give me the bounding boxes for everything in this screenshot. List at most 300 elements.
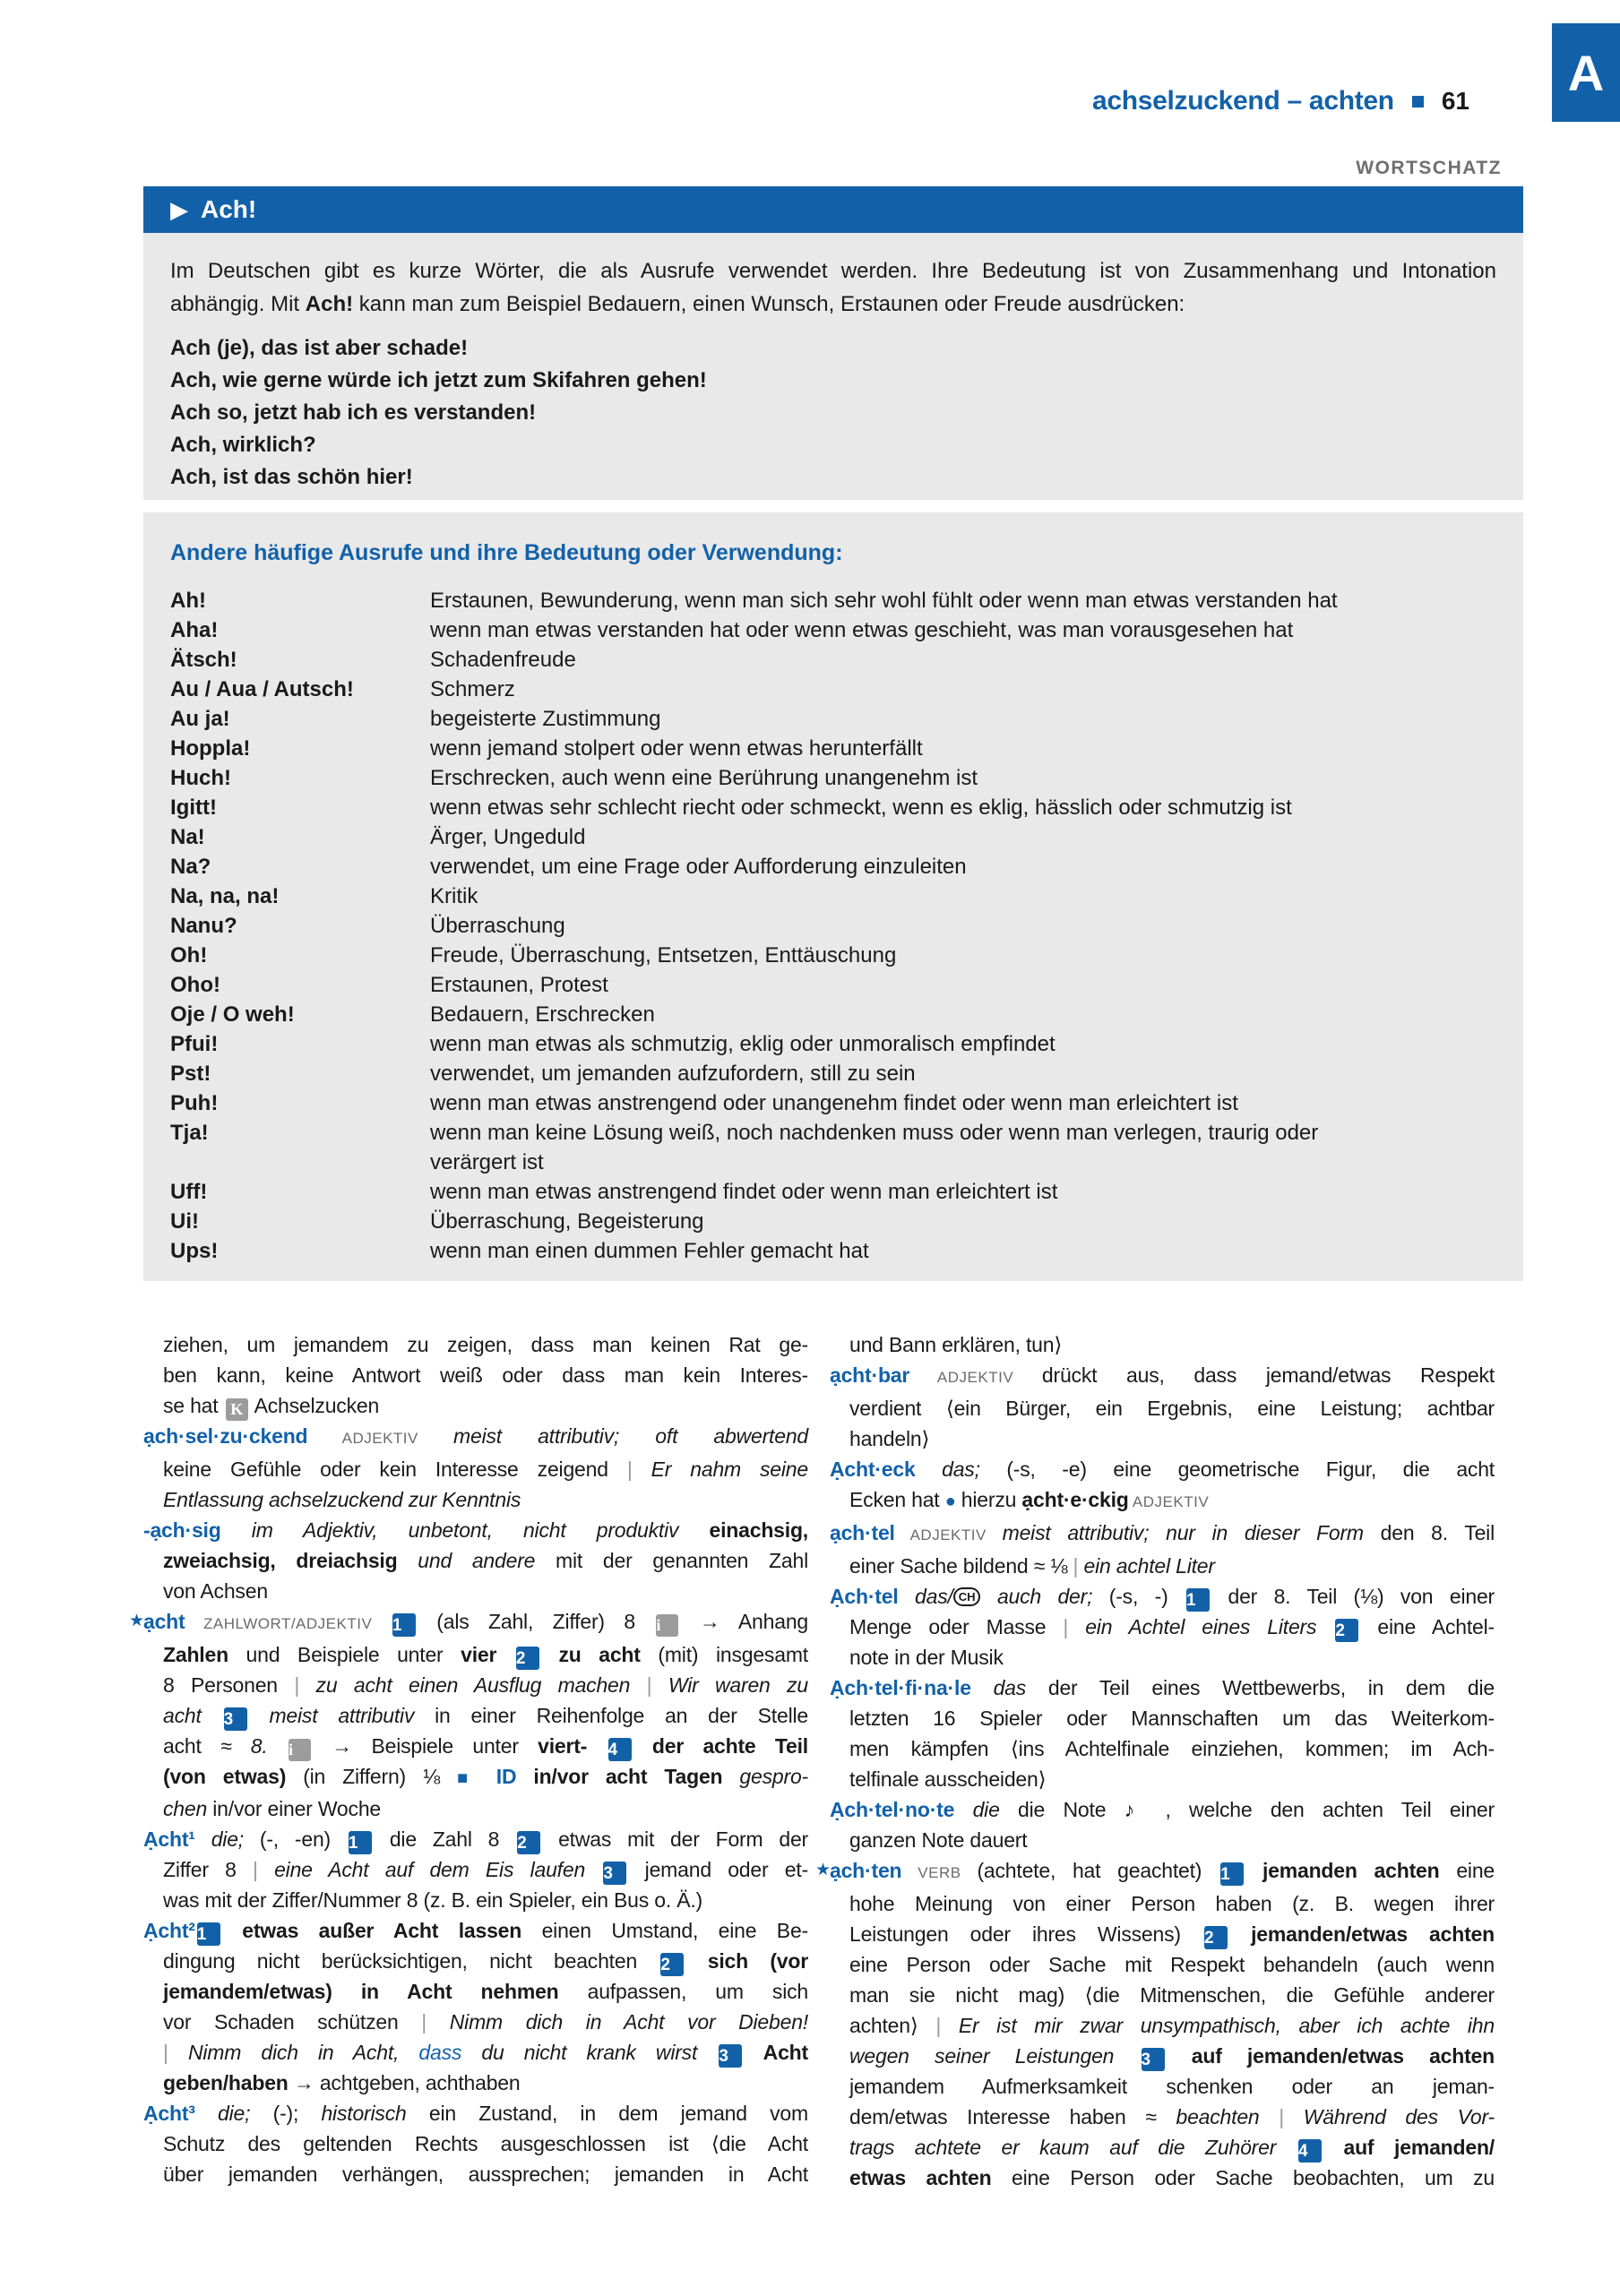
dictionary-columns [129,1329,1495,2193]
text: von Achsen [163,1579,268,1603]
example-sentence: Ach, ist das schön hier! [170,465,413,489]
italic-text: eine Acht auf dem Eis laufen [257,1858,602,1881]
tab-letter: A [1567,44,1605,101]
sense-number-badge: 1 [1186,1588,1210,1612]
word-class-label: VERB [901,1864,978,1881]
outburst-description: Überraschung [430,914,565,938]
text: letzten 16 Spieler oder Mannschaften um das Weiterkom- [849,1707,1495,1730]
outburst-row [170,1059,1496,1088]
wortschatz-label: WORTSCHATZ [1356,158,1502,178]
dictionary-entry [143,1824,808,1915]
sense-number-badge: 2 [1335,1619,1358,1642]
text-line [830,1888,1495,1919]
text-line [830,1612,1495,1642]
outburst-description: wenn man etwas verstanden hat oder wenn etwas geschieht, was man vorausgesehen hat [430,618,1294,642]
outburst-row [170,852,1496,881]
outburst-row [170,1029,1496,1059]
outburst-term: Aha! [170,618,219,642]
outburst-description: begeisterte Zustimmung [430,707,661,731]
italic-text: die; [194,2102,273,2125]
text: (als Zahl, Ziffer) 8 [417,1610,655,1633]
text-line [143,1329,808,1360]
bold-text: der achte Teil [633,1734,808,1758]
sense-number-badge: 2 [516,1647,539,1670]
outburst-term: Oh! [170,943,208,967]
text-line [143,1946,808,1976]
text: Ecken hat [849,1488,945,1511]
outburst-row [170,970,1496,1000]
text-line [830,1733,1495,1764]
italic-text: das [970,1676,1048,1699]
text: und Beispiele unter [246,1643,461,1666]
bold-text: Acht [744,2041,808,2064]
outburst-term: Oje / O weh! [170,1002,295,1027]
separator: | [626,1458,633,1481]
bold-text: (von etwas) [163,1765,304,1788]
text: und Bann erklären, tun⟩ [849,1333,1063,1356]
bold-text: jemandem/etwas) in Acht nehmen [163,1980,588,2003]
example-sentence: Ach, wie gerne würde ich jetzt zum Skifahren gehen! [170,368,707,392]
italic-text: zu acht einen Ausflug machen [299,1673,647,1697]
dictionary-entry [129,1606,809,1824]
text-line [830,2010,1495,2041]
separator: | [1073,1554,1079,1578]
text: hohe Meinung von einer Person haben (z. B. wegen ihrer [849,1892,1495,1915]
text-line [143,1515,808,1545]
kompositum-icon: K [226,1398,248,1421]
outburst-term: Uff! [170,1180,208,1204]
separator: | [163,2041,188,2064]
text: → Beispiele unter [312,1734,539,1758]
bold-text: ạcht·e·ckig [1021,1488,1129,1511]
headword: ạch·tel [830,1521,895,1544]
text-line [143,1793,808,1824]
text: die Note ♪ , welche den achten Teil einer [1018,1798,1495,1821]
outburst-description: verwendet, um jemanden aufzufordern, still zu sein [430,1062,916,1086]
text-line [830,1703,1495,1733]
separator: | [253,1858,258,1881]
text: (mit) insgesamt [658,1643,808,1666]
dictionary-entry [143,1515,808,1606]
text-line [830,2163,1495,2193]
text-line [143,1390,808,1421]
text: dem/etwas Interesse haben ≈ [849,2105,1176,2128]
italic-text: acht [163,1704,222,1727]
outburst-term: Ätsch! [170,648,237,672]
text: etwas mit der Form der [542,1827,809,1851]
text: der Teil eines Wettbewerbs, in dem die [1047,1676,1495,1699]
bold-text: Ach! [305,292,354,316]
outburst-row [170,1000,1496,1029]
text: → Anhang [680,1610,809,1633]
text: eine Person oder Sache beobachten, um zu [1011,2166,1495,2189]
outburst-term: Ah! [170,589,206,613]
italic-text: Nimm dich in Acht vor Dieben! [427,2010,808,2034]
outburst-term: Au ja! [170,707,230,731]
outburst-term: Pfui! [170,1032,219,1056]
text-line [143,2159,808,2189]
outburst-term: Ui! [170,1209,199,1234]
outburst-row [170,1118,1496,1177]
italic-text: das/ [898,1585,953,1608]
star-icon: ★ [129,1612,144,1630]
italic-text: die; [194,1827,260,1851]
italic-text: meist attributiv; nur in dieser Form [1002,1521,1381,1544]
text-line [830,1673,1495,1703]
italic-text: gespro- [739,1765,808,1788]
outbursts-heading: Andere häufige Ausrufe und ihre Bedeutung oder Verwendung: [170,540,843,565]
text-line [815,1855,1495,1888]
outburst-description: wenn man etwas anstrengend findet oder wenn man erleichtert ist [430,1180,1058,1204]
text-line [830,1825,1495,1855]
text: ganzen Note dauert [849,1828,1028,1852]
text-line [143,1670,808,1700]
text: ben kann, keine Antwort weiß oder dass man kein Interes- [163,1363,808,1387]
page-number: 61 [1441,87,1469,115]
text: (in Ziffern) ⅛ [303,1765,458,1788]
text: Achselzucken [249,1394,380,1417]
text-line [143,2007,808,2037]
text: Schutz des geltenden Rechts ausgeschlossen ist ⟨die Acht [163,2132,808,2155]
text-line [143,1976,808,2007]
dictionary-entry [830,1673,1495,1794]
text: man sie nicht mag) ⟨die Mitmenschen, die Gefühle anderer [849,1983,1495,2007]
text-line [830,1581,1495,1612]
outburst-description: verwendet, um eine Frage oder Aufforderung einzuleiten [430,855,967,879]
text-line [830,2071,1495,2102]
bullet-square-icon [1412,96,1424,107]
info-icon: i [289,1739,311,1761]
outburst-description: Freude, Überraschung, Entsetzen, Enttäuschung [430,943,897,967]
text: eine Person oder Sache mit Respekt behandeln (auch wenn [849,1953,1495,1976]
text: hierzu [955,1488,1022,1511]
info-icon: i [656,1614,678,1637]
headword: ạcht [143,1610,185,1633]
dictionary-entry [143,1329,808,1421]
text-line [830,2041,1495,2071]
example-sentence: Ach, wirklich? [170,433,316,457]
play-triangle-icon: ▶ [170,196,188,223]
infobox-title-bar [143,186,1523,233]
text: handeln⟩ [849,1427,930,1450]
text: se hat [163,1394,224,1417]
outburst-description: wenn man keine Lösung weiß, noch nachdenken muss oder wenn man verlegen, traurig oder verärgert ist [430,1121,1319,1174]
text-line [143,1700,808,1731]
sense-number-badge: 2 [660,1953,684,1976]
bold-text: zu acht [540,1643,659,1666]
text: Menge oder Masse [849,1615,1064,1638]
text: der 8. Teil (⅛) von einer [1211,1585,1495,1608]
outburst-row [170,911,1496,941]
sense-number-badge: 2 [1204,1926,1228,1949]
text: jemand oder et- [628,1858,809,1881]
bold-text: viert- [538,1734,607,1758]
headword: Ạch·tel·no·te [830,1798,955,1821]
outburst-row [170,734,1496,763]
word-class-label: ADJEKTIV [894,1526,1003,1544]
bold-text: geben/haben [163,2071,294,2094]
text: aufpassen, um sich [587,1980,809,2003]
bold-text: sich (vor [685,1949,808,1973]
outburst-row [170,704,1496,734]
italic-text: Er ist mir zwar unsympathisch, aber ich achte ihn [941,2014,1495,2037]
sense-number-badge: 2 [517,1831,540,1854]
text-line [830,1484,1495,1518]
outburst-description: Erstaunen, Bewunderung, wenn man sich sehr wohl fühlt oder wenn man etwas verstanden hat [430,589,1338,613]
right-column [815,1329,1495,2193]
text-line [830,1454,1495,1484]
text: verdient ⟨ein Bürger, ein Ergebnis, eine Leistung; achtbar [849,1397,1495,1420]
outburst-term: Puh! [170,1091,219,1115]
text-line [830,1949,1495,1980]
text: men kämpfen ⟨ins Achtelfinale einziehen, kommen; im Ach- [849,1737,1495,1760]
outburst-row [170,822,1496,852]
text-line [830,2102,1495,2132]
dictionary-entry [830,1454,1495,1518]
text: dingung nicht berücksichtigen, nicht beachten [163,1949,659,1973]
text-line [143,1731,808,1761]
outburst-row [170,1088,1496,1118]
text-line [830,1393,1495,1423]
text-line [830,2132,1495,2163]
italic-text: chen [163,1797,213,1820]
text: note in der Musik [849,1646,1004,1669]
dictionary-entry [830,1329,1495,1360]
separator: | [1063,1615,1069,1638]
text-line [143,2037,808,2068]
text: keine Gefühle oder kein Interesse zeigend [163,1458,627,1481]
text: telfinale ausscheiden⟩ [849,1767,1047,1791]
headword: Ạcht¹ [143,1827,195,1851]
bold-text: jemanden/etwas achten [1228,1922,1495,1946]
derivative-dot-icon: ● [944,1492,956,1511]
outburst-description: Schmerz [430,677,515,701]
text-line [143,1639,808,1670]
example-sentence: Ach (je), das ist aber schade! [170,336,469,360]
text-line [143,1454,808,1484]
text: ziehen, um jemandem zu zeigen, dass man keinen Rat ge- [163,1333,808,1356]
italic-text: und andere [418,1549,556,1572]
outburst-term: Ups! [170,1239,219,1263]
text-line [143,1484,808,1515]
headword: Ạcht³ [143,2102,195,2125]
italic-text: meist attributiv [248,1704,435,1727]
text: → achtgeben, achthaben [293,2071,521,2094]
sense-number-badge: 3 [1142,2048,1165,2071]
text-line [129,1606,809,1639]
italic-text: Wir waren zu [651,1673,808,1697]
outburst-row [170,645,1496,675]
text: die Zahl 8 [373,1827,516,1851]
text: eine Achtel- [1360,1615,1495,1638]
outburst-row [170,881,1496,911]
outburst-term: Huch! [170,766,231,790]
outburst-description: Überraschung, Begeisterung [430,1209,704,1234]
text-line [830,1551,1495,1581]
outburst-row [170,586,1496,615]
italic-text: du nicht krank wirst [481,2041,718,2064]
outburst-term: Hoppla! [170,736,251,761]
separator: | [646,1673,652,1697]
outburst-description: Schadenfreude [430,648,576,672]
text: in einer Reihenfolge an der Stelle [435,1704,808,1727]
idiom-square-icon: ■ [457,1768,479,1788]
outburst-term: Tja! [170,1121,209,1145]
text: (-s, -e) eine geometrische Figur, die acht [1006,1458,1495,1481]
ach-infobox [143,233,1523,500]
dictionary-entry [830,1794,1495,1855]
outburst-term: Au / Aua / Autsch! [170,677,354,701]
dictionary-entry [830,1518,1495,1581]
guide-words: achselzuckend – achten [1091,86,1394,116]
dictionary-entry [830,1581,1495,1673]
text: Ziffer 8 [163,1858,253,1881]
text: 8 Personen [163,1673,295,1697]
text-line [143,1761,808,1793]
outburst-term: Igitt! [170,795,217,820]
dictionary-entry [143,1915,808,2098]
infobox-title: Ach! [201,195,257,223]
idiom-label: ID [478,1765,517,1788]
italic-text: historisch [321,2102,429,2125]
italic-text: beachten [1176,2105,1280,2128]
bold-text: auf jemanden/ [1323,2136,1495,2159]
headword: ạch·ten [830,1859,902,1882]
text: drückt aus, dass jemand/etwas Respekt [1041,1363,1495,1387]
text: was mit der Ziffer/Nummer 8 (z. B. ein Spieler, ein Bus o. Ä.) [163,1888,702,1912]
thumb-index-tab [1552,23,1620,122]
italic-text: ein achtel Liter [1078,1554,1215,1578]
text-line [143,2068,808,2098]
outburst-row [170,1207,1496,1236]
text: (-s, -) [1108,1585,1185,1608]
text-line [143,1885,808,1915]
outburst-row [170,763,1496,793]
bold-text: einachsig, [709,1518,808,1542]
outburst-row [170,615,1496,645]
outburst-description: Ärger, Ungeduld [430,825,586,849]
text: kann man zum Beispiel Bedauern, einen Wunsch, Erstaunen oder Freude ausdrücken: [353,292,1185,316]
text: ein Zustand, in dem jemand vom [428,2102,808,2125]
outburst-description: Erschrecken, auch wenn eine Berührung unangenehm ist [430,766,978,790]
bold-text: jemanden achten [1245,1859,1457,1882]
italic-text: wegen seiner Leistungen [849,2044,1140,2068]
separator: | [935,2014,942,2037]
sense-number-badge: 1 [1220,1862,1244,1886]
headword: Ạcht² [143,1919,195,1942]
sense-number-badge: 3 [719,2044,742,2068]
example-sentence: Ach so, jetzt hab ich es verstanden! [170,400,537,425]
text-line [143,1360,808,1390]
outburst-description: Erstaunen, Protest [430,973,608,997]
outburst-term: Na! [170,825,205,849]
outburst-row [170,941,1496,970]
sense-number-badge: 3 [224,1707,247,1731]
outburst-description: wenn man etwas anstrengend oder unangenehm findet oder wenn man erleichtert ist [430,1091,1238,1115]
text: abhängig. Mit [170,292,306,316]
italic-text: ≈ 8. [220,1734,287,1758]
headword: Ạch·tel·fi·na·le [830,1676,971,1699]
headword: Ạcht·eck [830,1458,916,1481]
text-line [830,1423,1495,1454]
word-class-label: ADJEKTIV [1128,1493,1210,1510]
italic-text: Während des Vor- [1284,2105,1495,2128]
sense-number-badge: 1 [197,1922,220,1946]
text: acht [163,1734,221,1758]
star-icon: ★ [815,1861,831,1879]
outburst-row [170,793,1496,822]
dictionary-entry [830,1360,1495,1454]
headword: ạch·sel·zu·ckend [143,1424,308,1448]
infobox-examples [170,332,1496,494]
sense-number-badge: 4 [1298,2139,1322,2163]
word-class-label: ADJEKTIV [909,1369,1042,1386]
separator: | [1279,2105,1285,2128]
text: einen Umstand, eine Be- [541,1919,809,1942]
dictionary-entry [143,1421,808,1515]
italic-text: Er nahm seine [632,1458,808,1481]
bold-text: zweiachsig, dreiachsig [163,1549,418,1572]
outburst-row [170,1236,1496,1266]
text: achten⟩ [849,2014,936,2037]
text-line [143,1421,808,1454]
outburst-description: wenn man einen dummen Fehler gemacht hat [430,1239,869,1263]
text-line [143,1824,808,1854]
italic-text: das; [915,1458,1007,1481]
text-line [830,1360,1495,1393]
text-line [143,1576,808,1606]
text: einer Sache bildend ≈ ⅛ [849,1554,1073,1578]
headword: -ạch·sig [143,1518,221,1542]
outburst-description: wenn etwas sehr schlecht riecht oder schmeckt, wenn es eklig, hässlich oder schmutzig ist [430,795,1292,820]
outburst-row [170,675,1496,704]
outbursts-infobox [143,512,1523,1281]
sense-number-badge: 4 [608,1738,632,1761]
outburst-term: Pst! [170,1062,211,1086]
text: Leistungen oder ihres Wissens) [849,1922,1202,1946]
outburst-term: Oho! [170,973,220,997]
outburst-term: Na, na, na! [170,884,280,908]
text: vor Schaden schützen [163,2010,422,2034]
bold-text: etwas außer Acht lassen [221,1919,542,1942]
italic-text: meist attributiv; oft abwertend [453,1424,809,1448]
conjunction-highlight: dass [418,2041,482,2064]
text-line [170,254,1496,288]
text: eine [1456,1859,1495,1882]
text: mit der genannten Zahl [556,1549,808,1572]
outburst-description: Kritik [430,884,478,908]
bold-text: vier [461,1643,514,1666]
text-line [143,1854,808,1885]
text-line [143,2128,808,2159]
outbursts-table [170,586,1496,1266]
text-line [830,1794,1495,1825]
separator: | [421,2010,427,2034]
sense-number-badge: 1 [392,1613,416,1637]
running-head [1092,86,1469,116]
italic-text: ein Achtel eines Liters [1068,1615,1334,1638]
text-line [143,1915,808,1946]
swiss-ch-icon: CH [953,1587,981,1606]
text: jemandem Aufmerksamkeit schenken oder an jeman- [849,2075,1495,2098]
text: Im Deutschen gibt es kurze Wörter, die als Ausrufe verwendet werden. Ihre Bedeutung ist von Zusammenhang und Intonation [170,259,1496,283]
outburst-term: Nanu? [170,914,237,938]
text: in/vor einer Woche [212,1797,381,1820]
bold-text: in/vor acht Tagen [516,1765,740,1788]
text-line [830,1642,1495,1673]
italic-text: Nimm dich in Acht, [187,2041,419,2064]
outburst-row [170,1177,1496,1207]
